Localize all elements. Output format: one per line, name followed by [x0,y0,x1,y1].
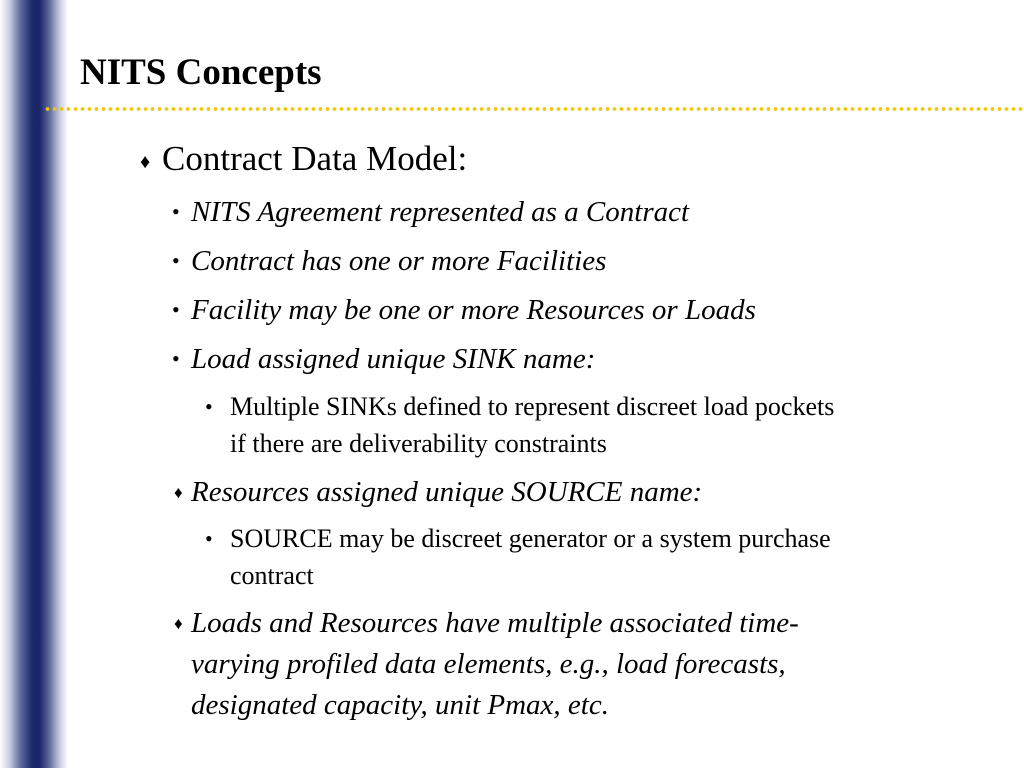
bullet-text-line-1: SOURCE may be discreet generator or a system purchase [230,524,831,553]
bullet-load-sink [172,339,596,379]
diamond-bullet-icon: ♦ [174,614,183,633]
bullet-text-line-2: if there are deliverability constraints [230,429,607,458]
dot-bullet-icon: • [172,248,180,273]
bullet-text-line-1: Loads and Resources have multiple associated time- [191,607,799,639]
bullet-facility-resources [172,290,756,330]
dot-bullet-icon: • [172,297,180,322]
dot-bullet-icon: • [172,346,180,371]
bullet-text: Resources assigned unique SOURCE name: [191,476,703,508]
title-dotted-rule [44,106,1024,112]
bullet-text-line-2: varying profiled data elements, e.g., load forecasts, [191,648,786,680]
bullet-text: Load assigned unique SINK name: [191,343,596,375]
bullet-loads-resources-profiles-line-2 [191,644,786,684]
bullet-text: Contract has one or more Facilities [191,245,607,277]
bullet-text-line-1: Multiple SINKs defined to represent discreet load pockets [230,392,835,421]
bullet-resources-source [174,472,703,512]
bullet-nits-agreement [172,192,690,232]
dot-bullet-icon: • [205,394,213,419]
bullet-text: Facility may be one or more Resources or Loads [191,294,756,326]
bullet-text-line-2: contract [230,561,314,590]
bullet-text-line-3: designated capacity, unit Pmax, etc. [191,689,609,721]
bullet-contract-data-model [140,139,468,179]
bullet-text: Contract Data Model: [162,139,468,178]
decorative-side-bar [0,0,68,768]
bullet-multiple-sinks-continued [230,425,607,462]
dot-bullet-icon: • [172,199,180,224]
bullet-text: NITS Agreement represented as a Contract [191,196,690,228]
diamond-bullet-icon: ♦ [140,151,151,173]
bullet-loads-resources-profiles [174,603,799,643]
bullet-multiple-sinks [205,388,835,425]
diamond-bullet-icon: ♦ [174,483,183,502]
bullet-source-generator [205,520,831,557]
dot-bullet-icon: • [205,526,213,551]
bullet-loads-resources-profiles-line-3 [191,685,609,725]
bullet-contract-facilities [172,241,607,281]
bullet-source-generator-continued [230,557,314,594]
slide-title: NITS Concepts [80,52,322,93]
